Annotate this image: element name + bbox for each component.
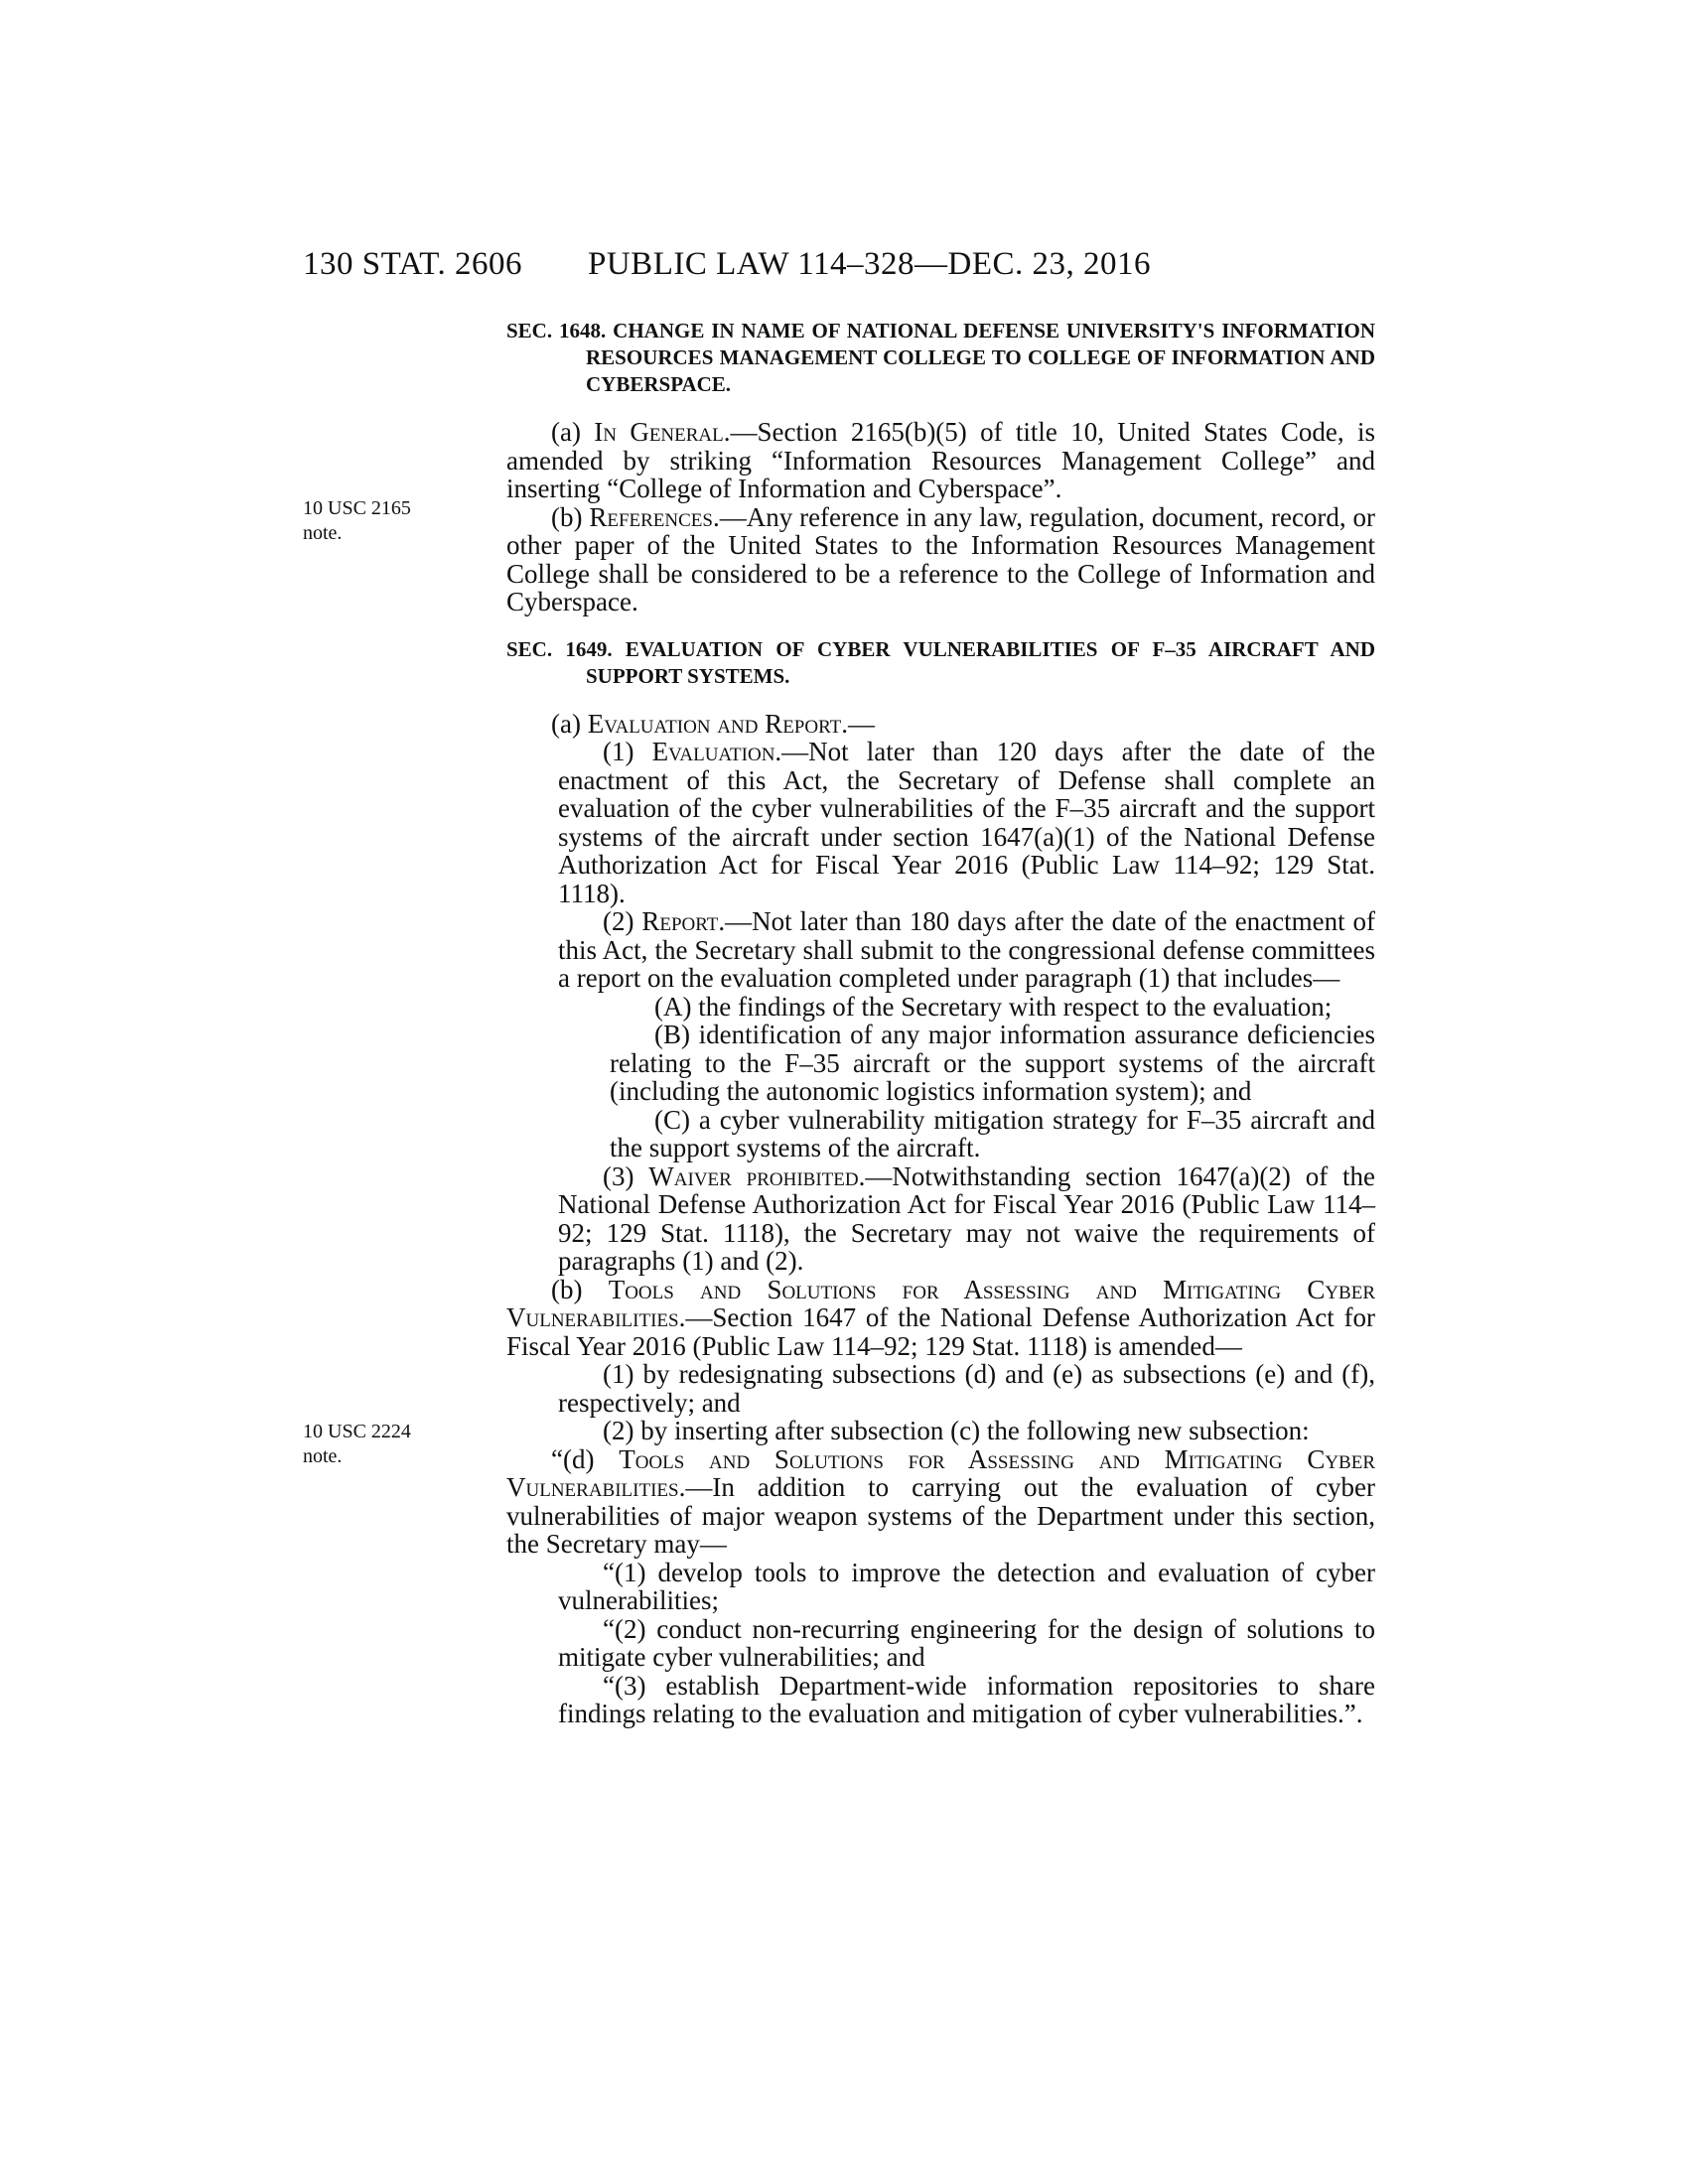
inserted-d-paragraph-1: “(1) develop tools to improve the detection and evaluation of cyber vulnerabilities; — [558, 1557, 1375, 1615]
stat-page-number: 130 STAT. 2606 — [303, 246, 523, 282]
inserted-d-paragraph-3: “(3) establish Department-wide information repositories to share findings relating to the evaluation and mitigation of cyber vulnerabilities.”. — [558, 1670, 1375, 1728]
margin-note-citation: 10 USC 2224 — [303, 1421, 411, 1442]
inserted-subsection-d: “(d) Tools and Solutions for Assessing and Mitigating Cyber Vulnerabilities.—In addition to carrying out the evaluation of cyber vulnerabilities of major weapon systems of the Department under this section, the Secretary may— — [506, 1443, 1376, 1559]
sec1649-a-paragraph-1: (1) Evaluation.—Not later than 120 days after the date of the enactment of this Act, the Secretary of Defense shall complete an evaluation of the cyber vulnerabilities of the F–35 aircraft and the support systems of the aircraft under section 1647(a)(1) of the National Defense Authorization Act for Fiscal Year 2016 (Public Law 114–92; 129 Stat. 1118). — [558, 737, 1376, 908]
sec1649-b-paragraph-2: (2) by inserting after subsection (c) the following new subsection: — [603, 1416, 1310, 1445]
public-law-header: PUBLIC LAW 114–328—DEC. 23, 2016 — [588, 246, 1152, 282]
section-1648-heading: SEC. 1648. CHANGE IN NAME OF NATIONAL DEFENSE UNIVERSITY'S INFORMATION RESOURCES MANAGEMENT COLLEGE TO COLLEGE OF INFORMATION AND CYBERSPACE. — [506, 319, 1375, 396]
margin-note-10usc2165 — [303, 496, 411, 546]
sec1649-b-paragraph-1: (1) by redesignating subsections (d) and (e) as subsections (e) and (f), respectively; and — [558, 1359, 1375, 1418]
sec1649-a2-subparagraph-c: (C) a cyber vulnerability mitigation strategy for F–35 aircraft and the support systems of the aircraft. — [610, 1104, 1375, 1162]
sec1649-a-paragraph-3: (3) Waiver prohibited.—Notwithstanding section 1647(a)(2) of the National Defense Authorization Act for Fiscal Year 2016 (Public Law 114–92; 129 Stat. 1118), the Secretary may not waive the requirements of paragraphs (1) and (2). — [558, 1160, 1375, 1276]
section-1649-heading: SEC. 1649. EVALUATION OF CYBER VULNERABILITIES OF F–35 AIRCRAFT AND SUPPORT SYSTEMS. — [506, 636, 1375, 688]
margin-note-10usc2224 — [303, 1420, 411, 1469]
sec1649-subsection-b: (b) Tools and Solutions for Assessing and Mitigating Cyber Vulnerabilities.—Section 1647 of the National Defense Authorization Act for Fiscal Year 2016 (Public Law 114–92; 129 Stat. 1118) is amended— — [506, 1274, 1376, 1361]
margin-note-citation: 10 USC 2165 — [303, 497, 411, 519]
margin-note-suffix: note. — [303, 522, 343, 544]
sec1648-subsection-b: (b) References.—Any reference in any law, regulation, document, record, or other paper of the United States to the Information Resources Management College shall be considered to be a reference to the College of Information and Cyberspace. — [506, 501, 1376, 616]
margin-note-suffix: note. — [303, 1445, 343, 1467]
sec1648-subsection-a: (a) In General.—Section 2165(b)(5) of title 10, United States Code, is amended by striking “Information Resources Management College” and inserting “College of Information and Cyberspace”. — [506, 417, 1375, 503]
sec1649-subsection-a: (a) Evaluation and Report.— — [551, 708, 875, 739]
document-body — [506, 318, 1375, 1728]
sec1649-a-paragraph-2: (2) Report.—Not later than 180 days after the date of the enactment of this Act, the Secretary shall submit to the congressional defense committees a report on the evaluation completed under paragraph (1) that includes— — [558, 906, 1375, 993]
sec1649-a2-subparagraph-a: (A) the findings of the Secretary with respect to the evaluation; — [654, 991, 1333, 1022]
sec1649-a2-subparagraph-b: (B) identification of any major information assurance deficiencies relating to the F–35 aircraft or the support systems of the aircraft (including the autonomic logistics information system); and — [610, 1020, 1375, 1106]
inserted-d-paragraph-2: “(2) conduct non-recurring engineering for the design of solutions to mitigate cyber vulnerabilities; and — [558, 1613, 1375, 1672]
